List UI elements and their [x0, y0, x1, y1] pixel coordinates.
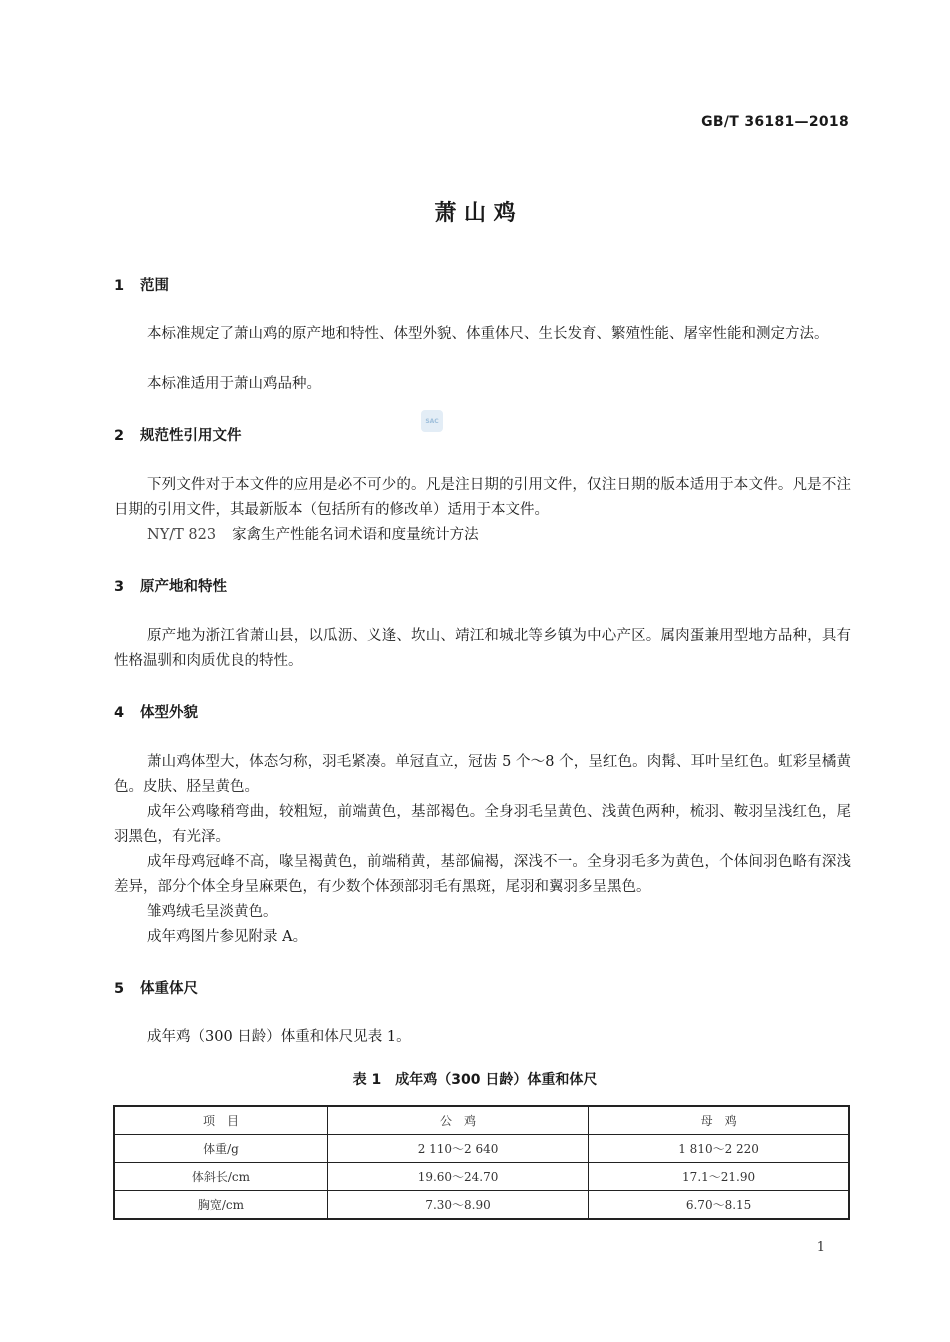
section-title: 体重体尺 — [140, 981, 198, 997]
paragraph: 成年鸡图片参见附录 A。 — [147, 929, 308, 945]
paragraph: 成年母鸡冠峰不高，喙呈褐黄色，前端稍黄，基部偏褐，深浅不一。全身羽毛多为黄色，个体间羽色略有深浅差异，部分个体全身呈麻栗色，有少数个体颈部羽毛有黑斑，尾羽和翼羽多呈黑色。 — [114, 854, 851, 895]
table-cell: 胸宽/cm — [114, 1191, 327, 1220]
table-cell: 19.60～24.70 — [327, 1163, 588, 1191]
reference-title: 家禽生产性能名词术语和度量统计方法 — [232, 527, 479, 543]
standard-code: GB/T 36181—2018 — [701, 114, 849, 130]
table-cell: 6.70～8.15 — [589, 1191, 849, 1220]
section-4-heading — [114, 703, 198, 723]
paragraph: 原产地为浙江省萧山县，以瓜沥、义逢、坎山、靖江和城北等乡镇为中心产区。属肉蛋兼用型地方品种，具有性格温驯和肉质优良的特性。 — [114, 628, 851, 669]
section-number: 1 — [114, 278, 125, 294]
section-3-heading — [114, 577, 227, 597]
paragraph: 萧山鸡体型大，体态匀称，羽毛紧凑。单冠直立，冠齿 5 个～8 个，呈红色。肉髯、耳叶呈红色。虹彩呈橘黄色。皮肤、胫呈黄色。 — [114, 754, 851, 795]
table-row — [114, 1163, 849, 1191]
normative-reference — [147, 523, 479, 548]
table-row — [114, 1135, 849, 1163]
section-title: 规范性引用文件 — [140, 428, 242, 444]
table-row — [114, 1191, 849, 1220]
table-cell: 17.1～21.90 — [589, 1163, 849, 1191]
table-cell: 2 110～2 640 — [327, 1135, 588, 1163]
section-number: 3 — [114, 579, 125, 595]
table-cell: 7.30～8.90 — [327, 1191, 588, 1220]
table-cell: 1 810～2 220 — [589, 1135, 849, 1163]
paragraph: 成年公鸡喙稍弯曲，较粗短，前端黄色，基部褐色。全身羽毛呈黄色、浅黄色两种，梳羽、鞍羽呈浅红色，尾羽黑色，有光泽。 — [114, 804, 851, 845]
table-cell: 体斜长/cm — [114, 1163, 327, 1191]
paragraph: 雏鸡绒毛呈淡黄色。 — [147, 904, 278, 920]
paragraph: 本标准规定了萧山鸡的原产地和特性、体型外貌、体重体尺、生长发育、繁殖性能、屠宰性能和测定方法。 — [147, 326, 829, 342]
section-number: 5 — [114, 981, 125, 997]
paragraph: 下列文件对于本文件的应用是必不可少的。凡是注日期的引用文件，仅注日期的版本适用于本文件。凡是不注日期的引用文件，其最新版本（包括所有的修改单）适用于本文件。 — [114, 477, 851, 518]
column-header: 公 鸡 — [327, 1106, 588, 1135]
section-number: 2 — [114, 428, 125, 444]
table-cell: 体重/g — [114, 1135, 327, 1163]
section-title: 范围 — [140, 278, 169, 294]
section-1-heading — [114, 276, 169, 296]
section-number: 4 — [114, 705, 125, 721]
paragraph: 本标准适用于萧山鸡品种。 — [147, 376, 321, 392]
section-2-heading — [114, 426, 242, 446]
table-caption: 表 1 成年鸡（300 日龄）体重和体尺 — [352, 1072, 598, 1088]
column-header: 项 目 — [114, 1106, 327, 1135]
table-header-row — [114, 1106, 849, 1135]
section-5-heading — [114, 979, 198, 999]
document-title: 萧 山 鸡 — [434, 201, 516, 226]
paragraph: 成年鸡（300 日龄）体重和体尺见表 1。 — [147, 1029, 411, 1045]
page-number: 1 — [816, 1240, 825, 1255]
column-header: 母 鸡 — [589, 1106, 849, 1135]
section-title: 体型外貌 — [140, 705, 198, 721]
body-measurement-table — [113, 1105, 850, 1220]
sac-watermark-logo: SAC — [421, 410, 443, 432]
section-title: 原产地和特性 — [140, 579, 227, 595]
reference-code: NY/T 823 — [147, 527, 217, 543]
